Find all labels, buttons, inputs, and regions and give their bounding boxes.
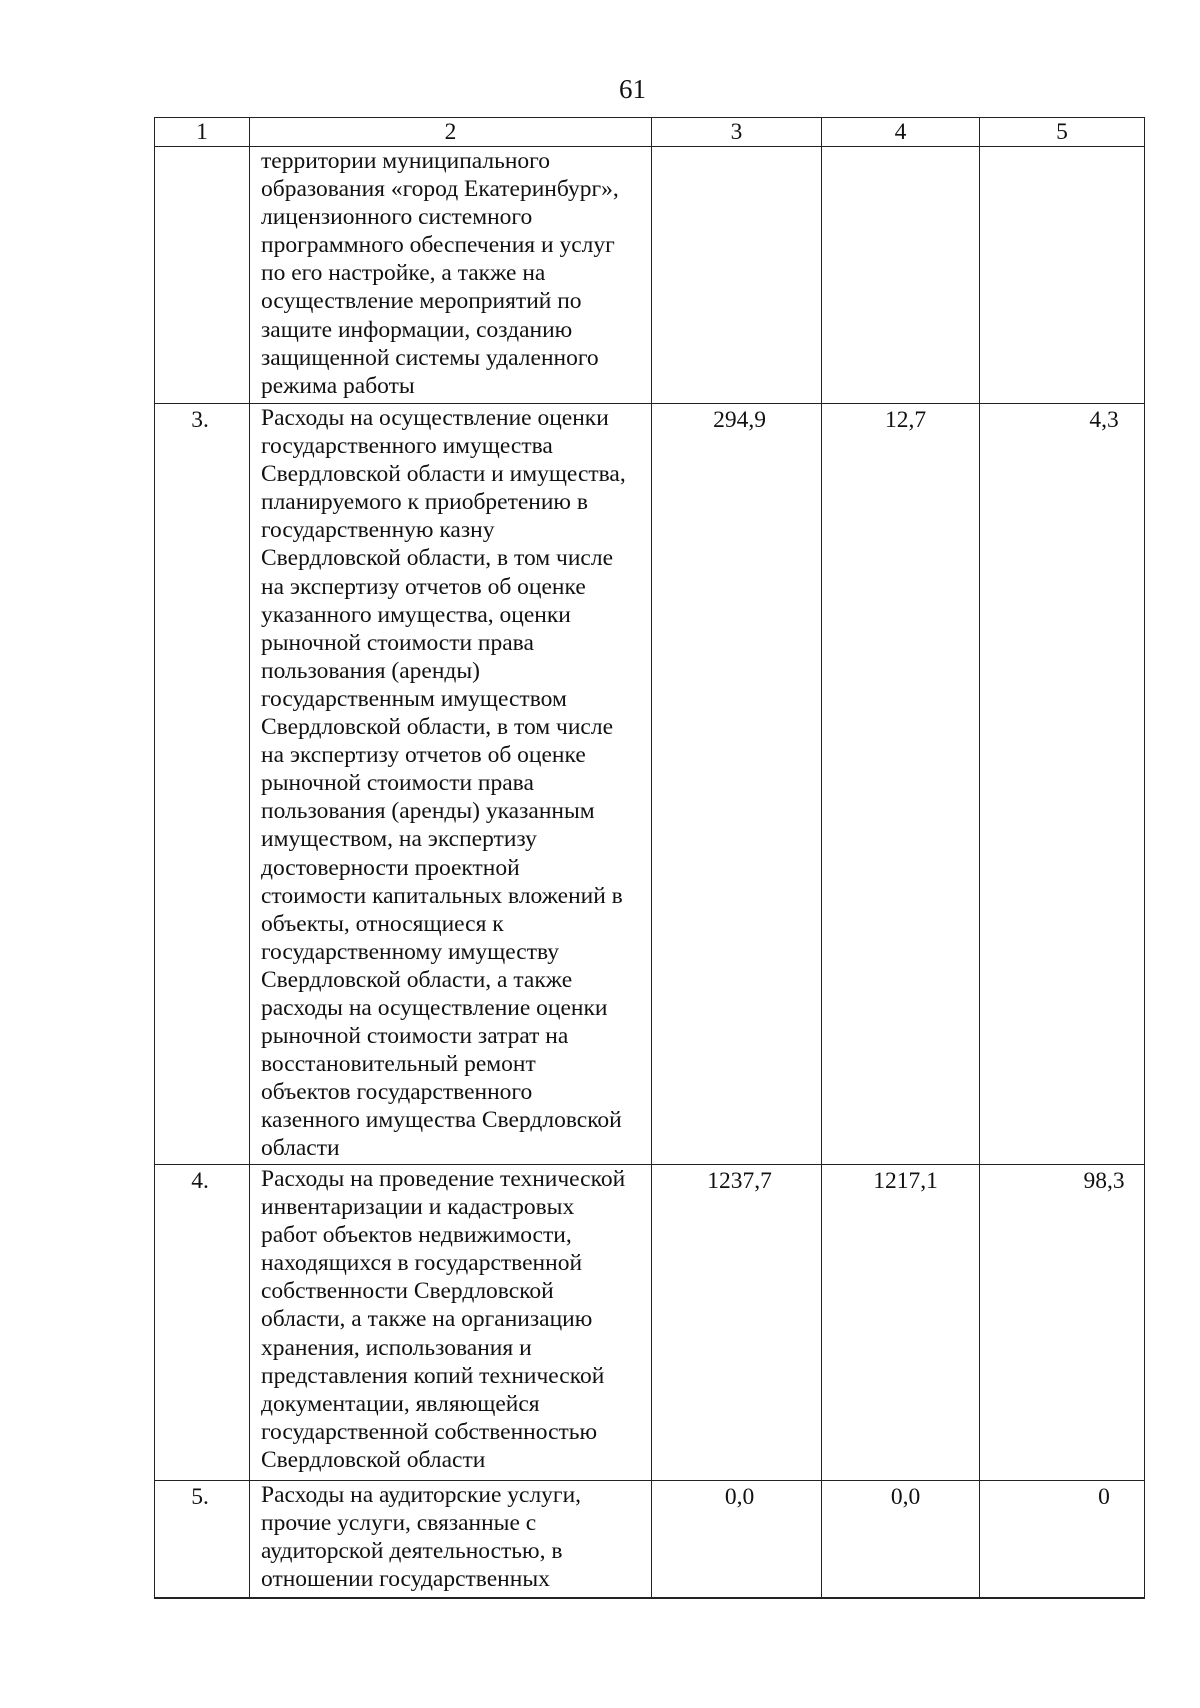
description-line: территории муниципального	[261, 148, 550, 174]
row-value-col5	[980, 147, 1145, 404]
row-value-col3	[652, 147, 822, 404]
description-line: Свердловской области, в том числе	[261, 545, 614, 572]
description-line: образования «город Екатеринбург»,	[261, 176, 619, 203]
header-col-3: 3	[652, 118, 822, 147]
row-number: 4.	[155, 1165, 250, 1481]
description-line: пользования (аренды)	[261, 657, 480, 684]
description-line: работ объектов недвижимости,	[261, 1222, 572, 1249]
row-value-col5: 98,3	[980, 1165, 1145, 1481]
description-line: Расходы на проведение технической	[261, 1166, 626, 1192]
table-body	[155, 147, 1145, 1599]
row-value-col4: 0,0	[822, 1481, 980, 1599]
header-row	[155, 118, 1145, 147]
description-line: Свердловской области, в том числе	[261, 714, 614, 741]
description-line: аудиторской деятельностью, в	[261, 1538, 563, 1565]
description-line: восстановительный ремонт	[261, 1051, 536, 1078]
description-line: планируемого к приобретению в	[261, 489, 588, 516]
description-line: лицензионного системного	[261, 204, 533, 231]
row-value-col3: 1237,7	[652, 1165, 822, 1481]
description-line: осуществление мероприятий по	[261, 288, 582, 315]
description-line: рыночной стоимости права	[261, 770, 534, 797]
description-line: указанного имущества, оценки	[261, 601, 571, 628]
description-line: режима работы	[261, 372, 415, 399]
header-col-1: 1	[155, 118, 250, 147]
description-line: государственного имущества	[261, 433, 553, 460]
header-col-2: 2	[250, 118, 652, 147]
description-line: Расходы на осуществление оценки	[261, 405, 609, 431]
description-line: документации, являющейся	[261, 1390, 540, 1417]
header-col-4: 4	[822, 118, 980, 147]
row-value-col4: 12,7	[822, 404, 980, 1165]
table-row	[155, 147, 1145, 404]
table-row	[155, 1481, 1145, 1599]
row-value-col3: 294,9	[652, 404, 822, 1165]
description-line: государственной собственностью	[261, 1418, 598, 1445]
description-line: Расходы на аудиторские услуги,	[261, 1482, 582, 1508]
description-line: по его настройке, а также на	[261, 260, 546, 287]
description-line: стоимости капитальных вложений в	[261, 882, 623, 909]
description-line: на экспертизу отчетов об оценке	[261, 742, 586, 769]
table-row	[155, 1165, 1145, 1481]
description-line: рыночной стоимости права	[261, 629, 534, 656]
row-description	[250, 147, 652, 404]
description-line: Свердловской области, а также	[261, 966, 573, 993]
description-line: области	[261, 1135, 340, 1162]
description-line: казенного имущества Свердловской	[261, 1107, 622, 1134]
row-value-col5: 4,3	[980, 404, 1145, 1165]
description-line: собственности Свердловской	[261, 1278, 554, 1305]
description-line: защищенной системы удаленного	[261, 344, 599, 371]
description-line: государственному имуществу	[261, 938, 560, 965]
expenses-table	[154, 117, 1145, 1599]
description-line: объекты, относящиеся к	[261, 910, 504, 937]
description-line: имуществом, на экспертизу	[261, 826, 537, 853]
row-description	[250, 1165, 652, 1481]
description-line: расходы на осуществление оценки	[261, 994, 608, 1021]
description-line: государственную казну	[261, 517, 495, 544]
page-number: 61	[619, 74, 646, 104]
row-value-col5: 0	[980, 1481, 1145, 1599]
description-line: объектов государственного	[261, 1079, 533, 1106]
row-value-col3: 0,0	[652, 1481, 822, 1599]
description-line: прочие услуги, связанные с	[261, 1510, 537, 1537]
table-row	[155, 404, 1145, 1165]
row-number: 5.	[155, 1481, 250, 1599]
description-line: государственным имуществом	[261, 685, 567, 712]
header-col-5: 5	[980, 118, 1145, 147]
row-number	[155, 147, 250, 404]
row-description	[250, 404, 652, 1165]
description-line: представления копий технической	[261, 1362, 605, 1389]
description-line: Свердловской области и имущества,	[261, 461, 626, 488]
row-value-col4: 1217,1	[822, 1165, 980, 1481]
row-description	[250, 1481, 652, 1599]
description-line: находящихся в государственной	[261, 1250, 583, 1277]
row-number: 3.	[155, 404, 250, 1165]
description-line: программного обеспечения и услуг	[261, 232, 615, 259]
description-line: достоверности проектной	[261, 854, 520, 881]
description-line: пользования (аренды) указанным	[261, 798, 595, 825]
description-line: рыночной стоимости затрат на	[261, 1023, 569, 1050]
description-line: инвентаризации и кадастровых	[261, 1194, 575, 1221]
description-line: хранения, использования и	[261, 1334, 532, 1361]
description-line: на экспертизу отчетов об оценке	[261, 573, 586, 600]
description-line: области, а также на организацию	[261, 1306, 593, 1333]
table-header	[155, 118, 1145, 147]
description-line: отношении государственных	[261, 1566, 550, 1593]
description-line: Свердловской области	[261, 1446, 486, 1473]
row-value-col4	[822, 147, 980, 404]
description-line: защите информации, созданию	[261, 316, 573, 343]
